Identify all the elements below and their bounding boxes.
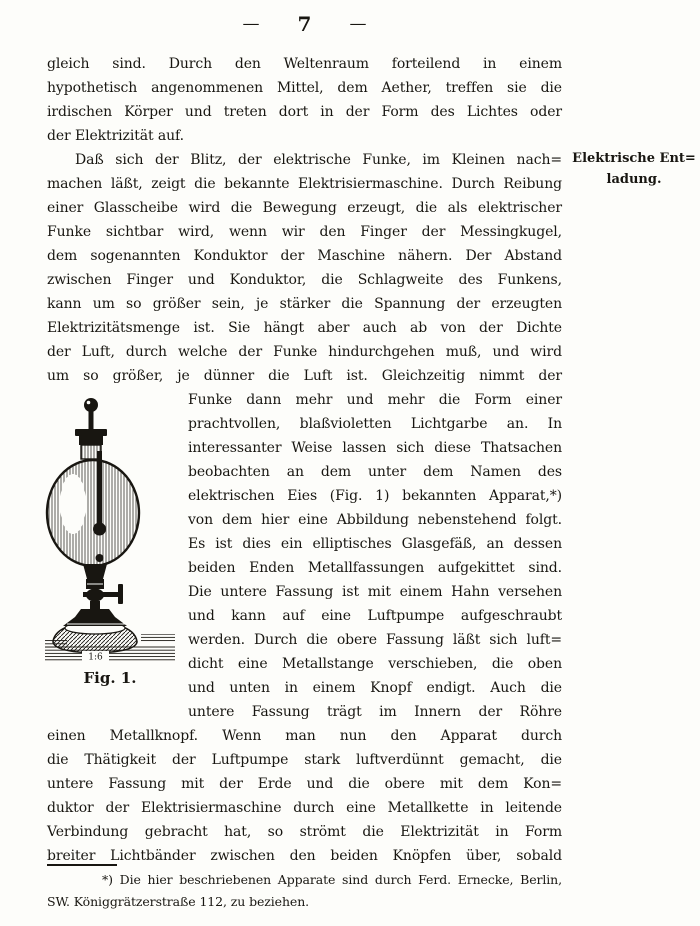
margin-note bbox=[572, 148, 696, 190]
figure-caption: Fig. 1. bbox=[83, 669, 137, 687]
footnote bbox=[47, 869, 562, 913]
header-dash-left: — bbox=[242, 14, 260, 34]
footnote-rule bbox=[47, 864, 117, 866]
scale-label bbox=[82, 651, 109, 663]
text-line: duktor der Elektrisiermaschine durch eine Metallkette in leitende bbox=[47, 800, 562, 816]
text-line: der Luft, durch welche der Funke hindurchgehen muß, und wird bbox=[47, 344, 562, 360]
text-line: Elektrizitätsmenge ist. Sie hängt aber auch ab von der Dichte bbox=[47, 320, 562, 336]
text-line: dem sogenannten Konduktor der Maschine nähern. Der Abstand bbox=[47, 248, 562, 264]
upper-mount bbox=[75, 429, 107, 459]
text-line: breiter Lichtbänder zwischen den beiden Knöpfen über, sobald bbox=[47, 848, 562, 864]
footnote-line: SW. Königgrätzerstraße 112, zu beziehen. bbox=[47, 894, 310, 909]
glass-egg bbox=[47, 460, 139, 566]
figure-electric-egg bbox=[45, 396, 175, 687]
text-line: die Thätigkeit der Luftpumpe stark luftverdünnt gemacht, die bbox=[47, 752, 562, 768]
text-line: einer Glasscheibe wird die Bewegung erzeugt, die als elektrischer bbox=[47, 200, 562, 216]
margin-note-line: ladung. bbox=[606, 172, 662, 187]
text-line: zwischen Finger und Konduktor, die Schlagweite des Funkens, bbox=[47, 272, 562, 288]
text-line: einen Metallknopf. Wenn man nun den Apparat durch bbox=[47, 728, 562, 744]
text-line: machen läßt, zeigt die bekannte Elektrisiermaschine. Durch Reibung bbox=[47, 176, 562, 192]
text-line: und kann auf eine Luftpumpe aufgeschraubt bbox=[188, 608, 562, 624]
pedestal-base bbox=[53, 622, 137, 653]
electric-egg-illustration bbox=[45, 396, 175, 664]
text-line: Daß sich der Blitz, der elektrische Funke, im Kleinen nach= bbox=[75, 152, 562, 168]
text-line: Es ist dies ein elliptisches Glasgefäß, an dessen bbox=[188, 536, 562, 552]
text-line: der Elektrizität auf. bbox=[47, 128, 184, 144]
text-line: werden. Durch die obere Fassung läßt sich luft= bbox=[188, 632, 562, 648]
page-number: 7 bbox=[297, 12, 312, 36]
text-line: gleich sind. Durch den Weltenraum forteilend in einem bbox=[47, 56, 562, 72]
text-line: Verbindung gebracht hat, so strömt die Elektrizität in Form bbox=[47, 824, 562, 840]
text-line: Die untere Fassung ist mit einem Hahn versehen bbox=[188, 584, 562, 600]
skirt-cone bbox=[63, 601, 127, 626]
lower-fitting bbox=[83, 564, 107, 589]
text-line: Funke dann mehr und mehr die Form einer bbox=[188, 392, 562, 408]
text-line: beiden Enden Metallfassungen aufgekittet sind. bbox=[188, 560, 562, 576]
text-line: prachtvollen, blaßvioletten Lichtgarbe an. In bbox=[188, 416, 562, 432]
footnote-line: *) Die hier beschriebenen Apparate sind durch Ferd. Ernecke, Berlin, bbox=[102, 872, 562, 887]
text-line: von dem hier eine Abbildung nebenstehend folgt. bbox=[188, 512, 562, 528]
text-line: und unten in einem Knopf endigt. Auch die bbox=[188, 680, 562, 696]
text-line: um so größer, je dünner die Luft ist. Gleichzeitig nimmt der bbox=[47, 368, 562, 384]
text-line: interessanter Weise lassen sich diese Thatsachen bbox=[188, 440, 562, 456]
top-knob bbox=[84, 398, 98, 429]
text-line: hypothetisch angenommenen Mittel, dem Aether, treffen sie die bbox=[47, 80, 562, 96]
text-line: beobachten an dem unter dem Namen des bbox=[188, 464, 562, 480]
text-line: dicht eine Metallstange verschieben, die oben bbox=[188, 656, 562, 672]
text-line: kann um so größer sein, je stärker die Spannung der erzeugten bbox=[47, 296, 562, 312]
text-line: untere Fassung mit der Erde und die obere mit dem Kon= bbox=[47, 776, 562, 792]
scale-label-text: 1:6 bbox=[88, 652, 103, 663]
text-line: irdischen Körper und treten dort in der Form des Lichtes oder bbox=[47, 104, 562, 120]
header-dash-right: — bbox=[349, 14, 367, 34]
margin-note-line: Elektrische Ent= bbox=[572, 151, 696, 166]
text-line: Funke sichtbar wird, wenn wir den Finger der Messingkugel, bbox=[47, 224, 562, 240]
text-line: elektrischen Eies (Fig. 1) bekannten Apparat,*) bbox=[188, 488, 562, 504]
page-header bbox=[47, 12, 562, 36]
text-line: untere Fassung trägt im Innern der Röhre bbox=[188, 704, 562, 720]
